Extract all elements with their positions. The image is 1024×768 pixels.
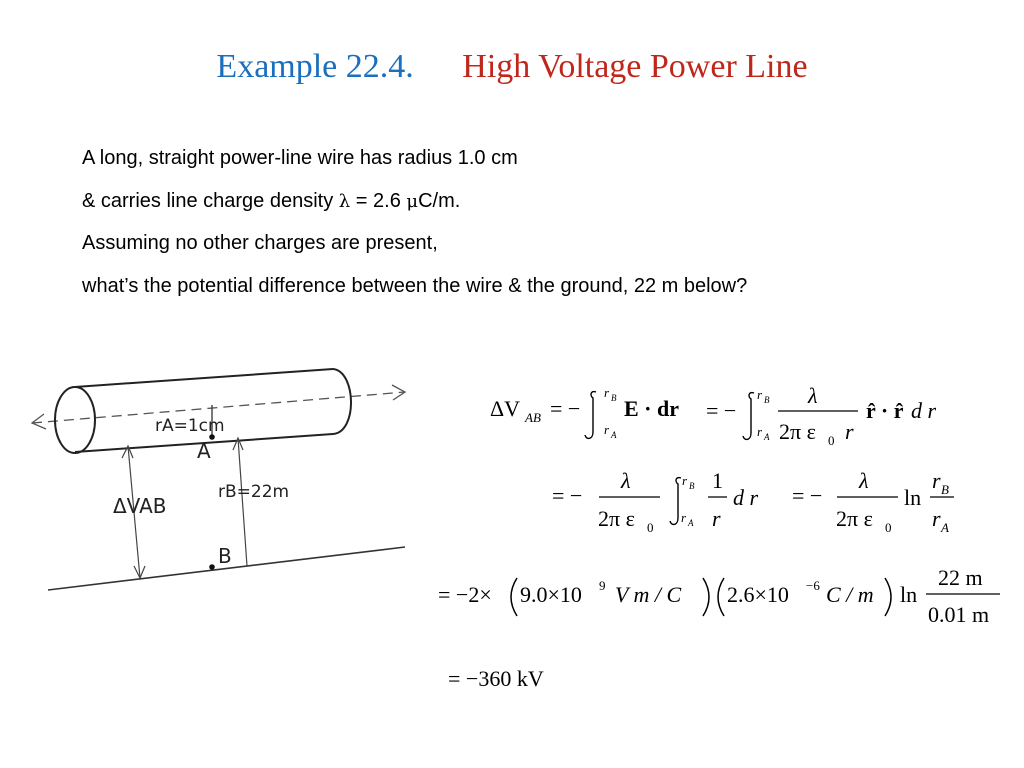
eq4-rb: r — [932, 468, 941, 493]
eq3-lower-sub: A — [688, 518, 694, 528]
equation-4 — [792, 468, 954, 535]
eq4-denominator: 2π ε — [836, 506, 873, 531]
eq2-rhat-dot: r̂ · r̂ — [866, 398, 904, 423]
eq1-lower-sub: A — [611, 430, 617, 440]
problem-line-4: what’s the potential difference between the wire & the ground, 22 m below? — [82, 274, 748, 297]
eq2-lower: r — [757, 424, 763, 439]
eq2-denominator: 2π ε — [779, 419, 816, 444]
eq1-integral — [585, 392, 596, 439]
eq5-numerator: 22 m — [938, 565, 983, 590]
eq3-lambda: λ — [621, 468, 631, 493]
example-number: Example 22.4. — [216, 48, 414, 85]
problem-line-2-text: & carries line charge density — [82, 189, 339, 212]
eq1-lhs: ΔV — [490, 396, 521, 421]
eq3-r: r — [712, 506, 721, 531]
eq1-lhs-sub: AB — [525, 410, 541, 425]
eq1-integrand: E · dr — [624, 396, 680, 421]
eq2-equals: = − — [706, 398, 737, 423]
eq5-paren-close-1 — [703, 578, 709, 616]
problem-line-2-value: = 2.6 — [350, 189, 407, 212]
mu-symbol: μ — [406, 190, 419, 212]
eq4-lambda: λ — [859, 468, 869, 493]
eq3-equals: = − — [552, 483, 583, 508]
eq4-rb-sub: B — [941, 482, 949, 497]
example-title: High Voltage Power Line — [462, 48, 808, 85]
eq3-eps-sub: 0 — [647, 520, 654, 535]
eq3-lower: r — [681, 510, 687, 525]
eq1-upper: r — [604, 385, 610, 400]
eq2-lambda: λ — [808, 383, 818, 408]
eq5-factor-2-exp: −6 — [806, 578, 820, 593]
equation-5 — [438, 565, 1000, 627]
problem-line-1: A long, straight power-line wire has radius 1.0 cm — [82, 147, 518, 169]
delta-v-label: ΔVAB — [113, 494, 167, 518]
eq3-upper: r — [682, 473, 688, 488]
eq5-paren-open-2 — [718, 578, 724, 616]
rb-label: rB=22m — [218, 482, 290, 502]
eq1-lower: r — [604, 422, 610, 437]
eq2-upper-sub: B — [764, 395, 770, 405]
eq1-equals: = − — [550, 396, 581, 421]
lambda-symbol: λ — [338, 190, 351, 212]
eq5-denominator: 0.01 m — [928, 602, 990, 627]
eq5-factor-1: 9.0×10 — [520, 582, 582, 607]
eq2-upper: r — [757, 387, 763, 402]
eq3-upper-sub: B — [689, 481, 695, 491]
eq5-factor-2-units: C / m — [826, 582, 874, 607]
ra-label: rA=1cm — [155, 416, 225, 436]
problem-line-3: Assuming no other charges are present, — [82, 232, 438, 254]
eq4-ra-sub: A — [941, 520, 949, 535]
eq4-ra: r — [932, 506, 941, 531]
eq3-one: 1 — [712, 468, 723, 493]
eq2-integral — [743, 393, 754, 440]
eq3-denominator: 2π ε — [598, 506, 635, 531]
eq5-paren-close-2 — [885, 578, 891, 616]
point-a-label: A — [197, 439, 211, 463]
equation-1 — [490, 385, 679, 440]
eq5-factor-1-exp: 9 — [599, 578, 606, 593]
eq5-factor-2: 2.6×10 — [727, 582, 789, 607]
eq5-factor-1-units: V m / C — [615, 582, 682, 607]
point-b-label: B — [218, 544, 232, 568]
eq1-upper-sub: B — [611, 393, 617, 403]
eq4-equals: = − — [792, 483, 823, 508]
eq3-dr: d r — [733, 485, 759, 510]
equation-2 — [706, 383, 937, 448]
eq2-eps-sub: 0 — [828, 433, 835, 448]
eq2-lower-sub: A — [764, 432, 770, 442]
result: = −360 kV — [448, 666, 544, 691]
eq5-prefix: = −2× — [438, 582, 492, 607]
problem-line-2-unit: C/m. — [418, 189, 461, 212]
eq5-paren-open-1 — [511, 578, 517, 616]
eq2-r: r — [845, 419, 854, 444]
eq4-eps-sub: 0 — [885, 520, 892, 535]
eq2-dr: d r — [911, 398, 937, 423]
eq4-ln: ln — [904, 485, 922, 510]
eq3-integral — [670, 478, 681, 525]
equation-3 — [552, 468, 759, 535]
eq5-ln: ln — [900, 582, 918, 607]
